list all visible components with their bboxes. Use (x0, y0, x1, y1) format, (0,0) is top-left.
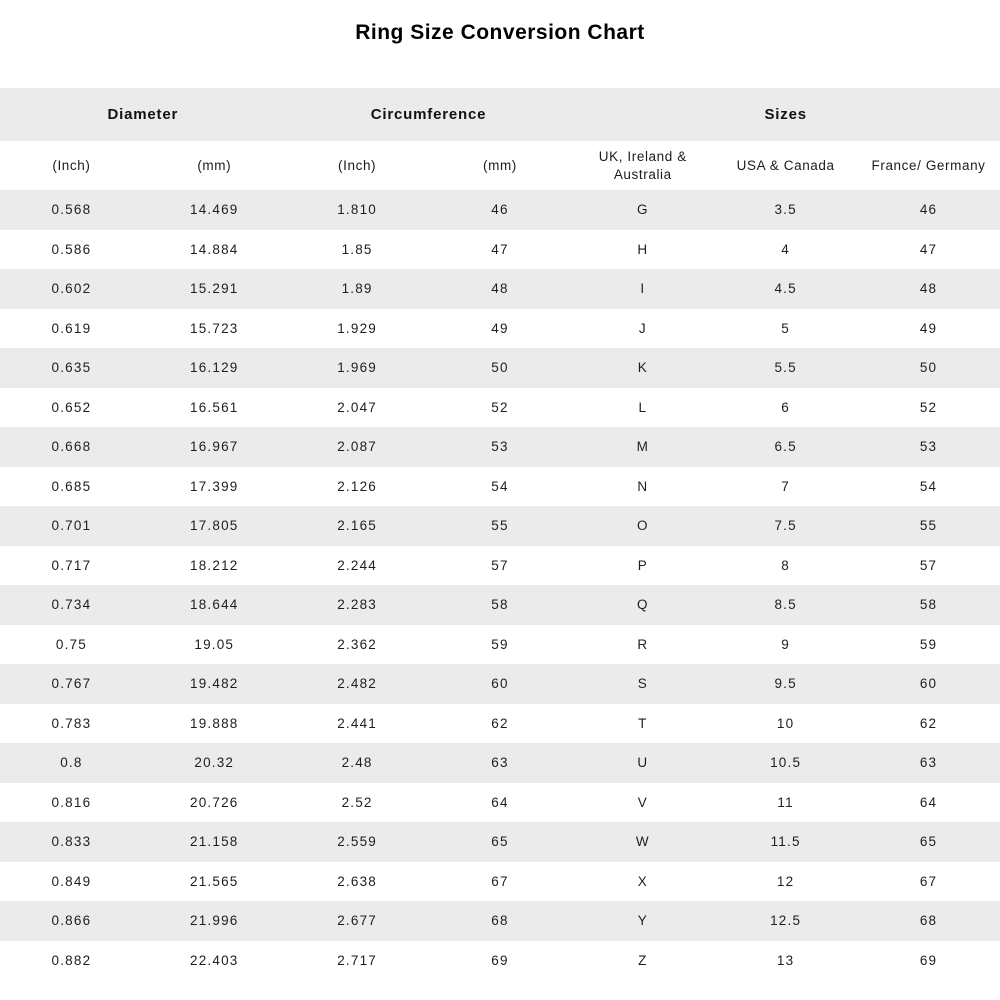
table-cell: 2.638 (337, 873, 377, 889)
table-cell: 0.685 (51, 478, 92, 494)
table-cell: 60 (491, 676, 509, 692)
table-row (0, 901, 1000, 941)
table-cell: 47 (919, 241, 938, 257)
table-cell: 48 (491, 281, 509, 297)
table-cell: 17.399 (190, 478, 239, 494)
table-cell: 20.726 (190, 794, 239, 810)
table-row (0, 704, 1000, 744)
table-cell: 11 (777, 794, 794, 810)
table-cell: N (637, 478, 649, 494)
table-cell: 22.403 (190, 952, 239, 968)
table-cell: 59 (491, 636, 509, 652)
table-cell: 4 (781, 241, 790, 257)
table-cell: 19.888 (190, 715, 239, 731)
table-cell: 2.717 (337, 952, 377, 968)
table-cell: 16.561 (190, 399, 239, 415)
table-cell: 54 (919, 478, 938, 494)
table-body (0, 190, 1000, 980)
table-cell: 2.677 (337, 913, 377, 929)
table-cell: 63 (491, 755, 509, 771)
table-row (0, 546, 1000, 586)
table-cell: P (637, 557, 648, 573)
table-cell: 2.244 (337, 557, 377, 573)
table-cell: 57 (919, 557, 938, 573)
table-cell: 5.5 (774, 360, 797, 376)
table-cell: 0.8 (60, 755, 83, 771)
table-cell: 64 (919, 794, 938, 810)
table-cell: 69 (919, 952, 938, 968)
table-cell: 12.5 (770, 913, 802, 929)
table-cell: 49 (919, 320, 938, 336)
table-row (0, 862, 1000, 902)
table-row (0, 269, 1000, 309)
table-cell: 68 (491, 913, 509, 929)
table-cell: 52 (919, 399, 938, 415)
table-cell: 18.212 (190, 557, 239, 573)
table-row (0, 348, 1000, 388)
column-header-circumference-mm: (mm) (429, 141, 572, 190)
table-cell: 2.441 (337, 715, 377, 731)
table-cell: 69 (491, 952, 509, 968)
group-header-row (0, 88, 1000, 141)
table-cell: J (638, 320, 647, 336)
table-cell: 49 (491, 320, 509, 336)
table-cell: 53 (491, 439, 509, 455)
table-cell: 17.805 (190, 518, 239, 534)
table-cell: Y (637, 913, 648, 929)
table-cell: O (636, 518, 649, 534)
table-cell: 0.652 (51, 399, 92, 415)
table-cell: 46 (919, 202, 938, 218)
table-cell: 14.469 (190, 202, 239, 218)
table-row (0, 822, 1000, 862)
table-cell: Q (636, 597, 649, 613)
group-header-sizes: Sizes (571, 88, 1000, 141)
table-cell: Z (638, 952, 648, 968)
table-cell: 2.482 (337, 676, 377, 692)
table-cell: 64 (491, 794, 509, 810)
page-title: Ring Size Conversion Chart (355, 21, 645, 44)
table-cell: 58 (491, 597, 509, 613)
column-header-uk-ireland-australia: UK, Ireland & Australia (571, 141, 714, 190)
table-cell: 67 (491, 873, 509, 889)
ring-size-table (0, 88, 1000, 980)
table-cell: V (637, 794, 648, 810)
table-cell: 2.52 (341, 794, 373, 810)
table-cell: 12 (776, 873, 795, 889)
table-cell: 62 (919, 715, 938, 731)
table-cell: 0.816 (51, 794, 92, 810)
table-cell: 0.668 (51, 439, 92, 455)
table-cell: 0.619 (51, 320, 92, 336)
table-cell: 0.635 (51, 360, 92, 376)
table-cell: 18.644 (190, 597, 239, 613)
table-cell: 11.5 (770, 834, 801, 850)
table-cell: 0.701 (51, 518, 92, 534)
table-row (0, 783, 1000, 823)
table-cell: 54 (491, 478, 509, 494)
table-cell: I (640, 281, 646, 297)
table-cell: T (638, 715, 648, 731)
table-cell: 48 (919, 281, 938, 297)
table-cell: 21.158 (190, 834, 239, 850)
table-cell: H (637, 241, 649, 257)
table-cell: 55 (919, 518, 938, 534)
table-cell: 46 (491, 202, 509, 218)
table-cell: 9.5 (774, 676, 797, 692)
table-cell: 0.866 (51, 913, 92, 929)
table-cell: 0.568 (51, 202, 92, 218)
table-cell: K (637, 360, 648, 376)
table-header (0, 88, 1000, 190)
table-cell: 8.5 (774, 597, 797, 613)
table-cell: 10 (776, 715, 795, 731)
table-cell: 7 (781, 478, 790, 494)
table-row (0, 625, 1000, 665)
table-cell: 52 (491, 399, 509, 415)
table-cell: 6.5 (774, 439, 797, 455)
table-cell: 68 (919, 913, 938, 929)
table-cell: S (637, 676, 648, 692)
table-cell: 65 (491, 834, 509, 850)
table-cell: 0.734 (51, 597, 92, 613)
table-row (0, 427, 1000, 467)
table-cell: 16.129 (190, 360, 239, 376)
table-cell: 1.85 (341, 241, 373, 257)
table-row (0, 941, 1000, 981)
table-cell: 0.882 (51, 952, 92, 968)
table-cell: 0.783 (51, 715, 92, 731)
column-header-france-germany: France/ Germany (857, 141, 1000, 190)
table-cell: 14.884 (190, 241, 239, 257)
table-row (0, 664, 1000, 704)
table-cell: 2.165 (337, 518, 377, 534)
table-cell: 59 (919, 636, 938, 652)
table-cell: 2.283 (337, 597, 377, 613)
table-cell: 21.996 (190, 913, 239, 929)
table-row (0, 309, 1000, 349)
table-cell: 0.586 (51, 241, 92, 257)
table-cell: 10.5 (770, 755, 802, 771)
table-cell: 50 (491, 360, 509, 376)
table-cell: L (638, 399, 648, 415)
table-cell: G (636, 202, 649, 218)
column-header-circumference-inch: (Inch) (286, 141, 429, 190)
table-cell: 19.482 (190, 676, 239, 692)
group-header-circumference: Circumference (286, 88, 572, 141)
table-cell: 57 (491, 557, 509, 573)
table-row (0, 190, 1000, 230)
table-cell: 2.362 (337, 636, 377, 652)
table-cell: 2.48 (341, 755, 373, 771)
table-cell: 0.717 (51, 557, 92, 573)
table-cell: 19.05 (194, 636, 235, 652)
table-row (0, 230, 1000, 270)
table-cell: 8 (781, 557, 790, 573)
table-cell: M (636, 439, 650, 455)
table-cell: 1.929 (337, 320, 377, 336)
table-cell: 0.767 (51, 676, 92, 692)
table-cell: 15.291 (190, 281, 239, 297)
table-cell: 2.047 (337, 399, 377, 415)
table-cell: 53 (919, 439, 938, 455)
table-cell: 67 (919, 873, 938, 889)
table-cell: 62 (491, 715, 509, 731)
table-cell: 60 (919, 676, 938, 692)
column-header-usa-canada: USA & Canada (714, 141, 857, 190)
table-row (0, 506, 1000, 546)
table-cell: 2.087 (337, 439, 377, 455)
table-cell: 0.849 (51, 873, 92, 889)
table-cell: 0.833 (51, 834, 92, 850)
table-cell: 2.126 (337, 478, 377, 494)
group-header-diameter: Diameter (0, 88, 286, 141)
table-cell: W (635, 834, 650, 850)
table-cell: 65 (919, 834, 938, 850)
table-cell: 47 (491, 241, 509, 257)
table-cell: U (637, 755, 649, 771)
table-cell: 0.75 (55, 636, 87, 652)
table-row (0, 743, 1000, 783)
table-cell: 20.32 (194, 755, 235, 771)
table-cell: 4.5 (774, 281, 797, 297)
table-cell: 58 (919, 597, 938, 613)
table-cell: 50 (919, 360, 938, 376)
table-cell: 13 (776, 952, 795, 968)
table-cell: 9 (781, 636, 790, 652)
table-cell: 55 (491, 518, 509, 534)
table-cell: 1.89 (341, 281, 373, 297)
table-cell: 6 (781, 399, 790, 415)
table-cell: 2.559 (337, 834, 377, 850)
table-row (0, 585, 1000, 625)
table-cell: 0.602 (51, 281, 92, 297)
table-row (0, 467, 1000, 507)
column-header-diameter-mm: (mm) (143, 141, 286, 190)
table-cell: 15.723 (190, 320, 239, 336)
table-cell: X (637, 873, 648, 889)
table-cell: 63 (919, 755, 938, 771)
table-cell: 21.565 (190, 873, 239, 889)
table-cell: 16.967 (190, 439, 239, 455)
column-header-diameter-inch: (Inch) (0, 141, 143, 190)
table-cell: 1.969 (337, 360, 377, 376)
table-cell: 1.810 (337, 202, 377, 218)
table-row (0, 388, 1000, 428)
table-cell: 7.5 (774, 518, 797, 534)
table-cell: 3.5 (774, 202, 797, 218)
table-cell: R (637, 636, 649, 652)
column-header-row (0, 141, 1000, 190)
table-cell: 5 (781, 320, 790, 336)
